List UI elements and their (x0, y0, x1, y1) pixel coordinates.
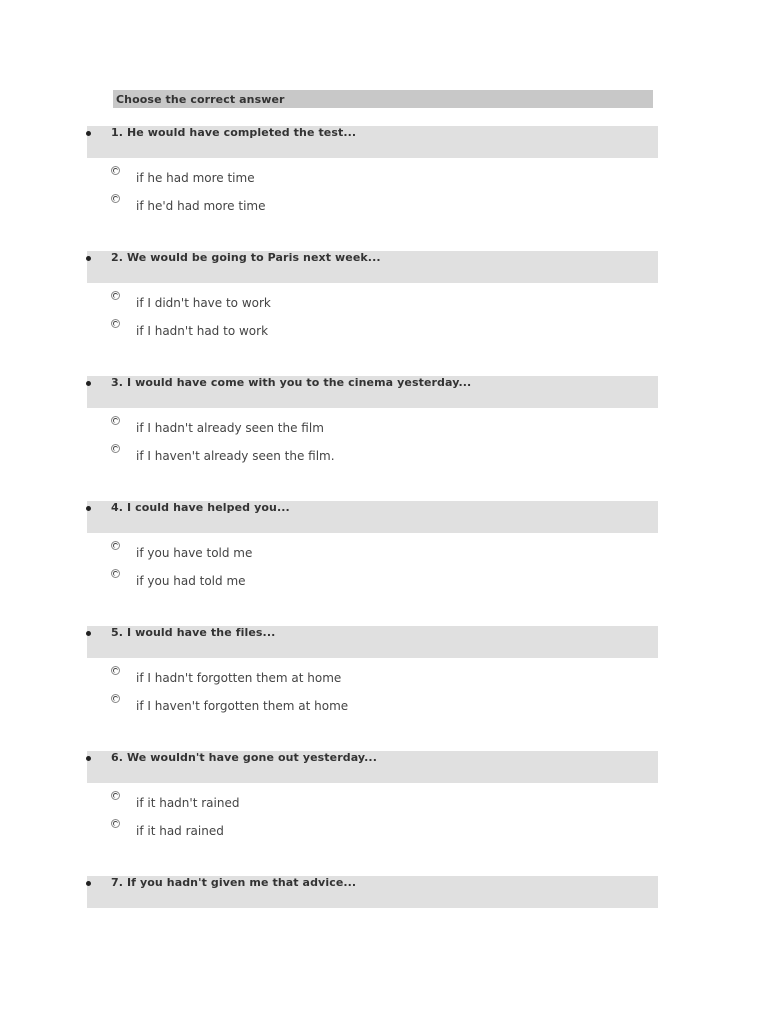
radio-button[interactable] (111, 569, 120, 578)
question-1-option-2[interactable] (0, 194, 768, 214)
radio-button[interactable] (111, 416, 120, 425)
radio-button[interactable] (111, 166, 120, 175)
question-text: 6. We wouldn't have gone out yesterday... (111, 751, 377, 764)
option-label: if he had more time (136, 171, 255, 185)
bullet-icon (86, 131, 91, 136)
question-3-option-1[interactable] (0, 416, 768, 436)
radio-button[interactable] (111, 291, 120, 300)
option-label: if you have told me (136, 546, 253, 560)
question-4-option-1[interactable] (0, 541, 768, 561)
question-2-option-2[interactable] (0, 319, 768, 339)
radio-button[interactable] (111, 444, 120, 453)
bullet-icon (86, 506, 91, 511)
option-label: if I hadn't had to work (136, 324, 269, 338)
question-6-option-2[interactable] (0, 819, 768, 839)
option-label: if it had rained (136, 824, 224, 838)
option-label: if I hadn't forgotten them at home (136, 671, 342, 685)
bullet-icon (86, 631, 91, 636)
option-label: if I haven't forgotten them at home (136, 699, 349, 713)
option-label: if I hadn't already seen the film (136, 421, 324, 435)
question-2-option-1[interactable] (0, 291, 768, 311)
radio-button[interactable] (111, 194, 120, 203)
radio-button[interactable] (111, 666, 120, 675)
radio-button[interactable] (111, 541, 120, 550)
radio-button[interactable] (111, 819, 120, 828)
radio-button[interactable] (111, 694, 120, 703)
question-text: 5. I would have the files... (111, 626, 276, 639)
quiz-title: Choose the correct answer (113, 90, 653, 108)
question-1-option-1[interactable] (0, 166, 768, 186)
question-text: 3. I would have come with you to the cinema yesterday... (111, 376, 472, 389)
bullet-icon (86, 881, 91, 886)
question-6-option-1[interactable] (0, 791, 768, 811)
option-label: if I haven't already seen the film. (136, 449, 335, 463)
option-label: if he'd had more time (136, 199, 266, 213)
question-text: 4. I could have helped you... (111, 501, 290, 514)
question-text: 7. If you hadn't given me that advice... (111, 876, 357, 889)
question-text: 2. We would be going to Paris next week... (111, 251, 381, 264)
question-text: 1. He would have completed the test... (111, 126, 357, 139)
question-5-option-1[interactable] (0, 666, 768, 686)
option-label: if it hadn't rained (136, 796, 240, 810)
radio-button[interactable] (111, 791, 120, 800)
question-4-option-2[interactable] (0, 569, 768, 589)
radio-button[interactable] (111, 319, 120, 328)
option-label: if you had told me (136, 574, 246, 588)
bullet-icon (86, 756, 91, 761)
bullet-icon (86, 381, 91, 386)
question-5-option-2[interactable] (0, 694, 768, 714)
option-label: if I didn't have to work (136, 296, 271, 310)
bullet-icon (86, 256, 91, 261)
question-3-option-2[interactable] (0, 444, 768, 464)
